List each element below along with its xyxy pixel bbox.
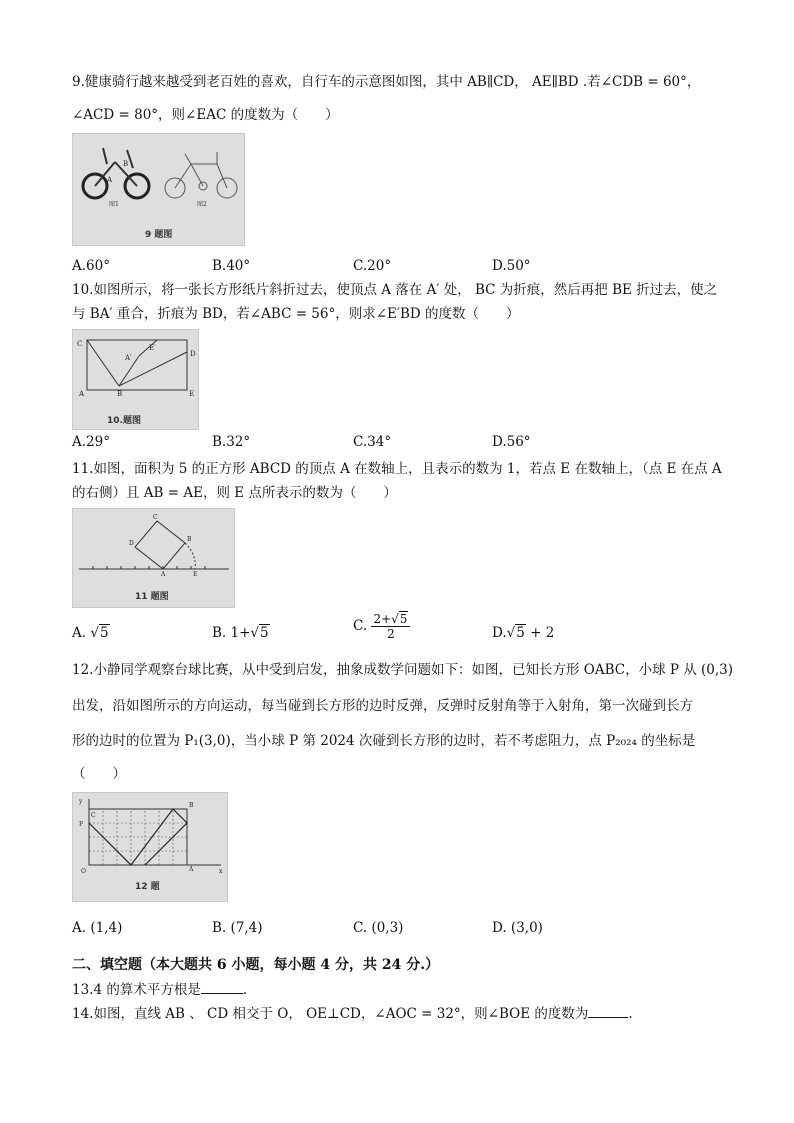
q10-option-a[interactable]: A.29° bbox=[72, 434, 110, 450]
q13-answer-blank[interactable] bbox=[201, 979, 243, 994]
square-number-line-diagram bbox=[73, 509, 234, 607]
svg-text:A: A bbox=[189, 866, 194, 873]
q12-fig-caption: 12 题 bbox=[135, 882, 160, 892]
svg-text:A: A bbox=[161, 571, 166, 578]
bicycle-diagram bbox=[73, 134, 244, 245]
svg-text:C: C bbox=[153, 514, 158, 521]
q9-option-d[interactable]: D.50° bbox=[492, 258, 531, 274]
point-label-a-prime: A′ bbox=[125, 354, 132, 362]
q12-option-c[interactable]: C. (0,3) bbox=[353, 920, 404, 936]
point-label-e: E bbox=[189, 390, 195, 398]
q11-fig-caption: 11 题图 bbox=[135, 592, 169, 602]
svg-text:y: y bbox=[79, 798, 83, 805]
fig-label-2: 图2 bbox=[197, 201, 207, 208]
svg-text:B: B bbox=[187, 536, 192, 543]
sqrt-symbol: √5 bbox=[506, 625, 525, 641]
svg-text:E: E bbox=[193, 571, 198, 578]
folded-rectangle-diagram bbox=[73, 330, 198, 429]
point-label-b: B bbox=[117, 390, 123, 398]
q11-option-b[interactable]: B. 1+√5 bbox=[212, 625, 269, 641]
q10-fig-caption: 10.题图 bbox=[107, 416, 141, 426]
point-label-e-prime: E′ bbox=[149, 344, 156, 352]
q12-option-a[interactable]: A. (1,4) bbox=[72, 920, 123, 936]
svg-text:B: B bbox=[189, 802, 194, 809]
fraction: $\frac{2+√5}{2}$ bbox=[371, 612, 410, 641]
q12-option-d[interactable]: D. (3,0) bbox=[492, 920, 543, 936]
q14-answer-blank[interactable] bbox=[588, 1003, 628, 1018]
q9-option-a[interactable]: A.60° bbox=[72, 258, 110, 274]
q11-line-1: 11.如图，面积为 5 的正方形 ABCD 的顶点 A 在数轴上，且表示的数为 1，若点 E 在数轴上，（点 E 在点 A bbox=[72, 461, 722, 477]
fig-label-1: 图1 bbox=[109, 201, 119, 208]
sqrt-symbol: √5 bbox=[90, 625, 109, 641]
q13-line: 13.4 的算术平方根是 . bbox=[72, 979, 247, 1000]
svg-text:D: D bbox=[129, 540, 134, 547]
q11-option-c[interactable]: C. $\frac{2+√5}{2}$ bbox=[353, 612, 410, 641]
q10-figure bbox=[72, 329, 199, 430]
q10-option-c[interactable]: C.34° bbox=[353, 434, 392, 450]
point-label-a: A bbox=[79, 390, 85, 398]
billiard-grid-diagram bbox=[73, 793, 227, 901]
svg-text:A: A bbox=[107, 176, 113, 184]
q11-figure bbox=[72, 508, 235, 608]
q9-option-c[interactable]: C.20° bbox=[353, 258, 392, 274]
point-label-c: C bbox=[77, 340, 83, 348]
svg-text:C: C bbox=[91, 812, 96, 819]
q10-line-2: 与 BA′ 重合，折痕为 BD，若∠ABC = 56°，则求∠E′BD 的度数（ ） bbox=[72, 306, 520, 322]
q12-line-1: 12.小静同学观察台球比赛，从中受到启发，抽象成数学问题如下：如图，已知长方形 OABC，小球 P 从 (0,3) bbox=[72, 662, 734, 678]
svg-text:O: O bbox=[81, 868, 86, 875]
section-2-title: 二、填空题（本大题共 6 小题，每小题 4 分，共 24 分.） bbox=[72, 957, 440, 973]
q12-line-4: （ ） bbox=[72, 766, 126, 782]
q9-option-b[interactable]: B.40° bbox=[212, 258, 251, 274]
q9-line-2: ∠ACD = 80°，则∠EAC 的度数为（ ） bbox=[72, 107, 339, 123]
svg-text:B: B bbox=[123, 160, 129, 168]
q11-line-2: 的右侧）且 AB = AE，则 E 点所表示的数为（ ） bbox=[72, 485, 397, 501]
sqrt-symbol: √5 bbox=[250, 625, 269, 641]
q12-line-2: 出发，沿如图所示的方向运动，每当碰到长方形的边时反弹，反弹时反射角等于入射角，第一次碰到长方 bbox=[72, 698, 693, 714]
q12-option-b[interactable]: B. (7,4) bbox=[212, 920, 263, 936]
q9-fig-caption: 9 题图 bbox=[145, 230, 173, 240]
q11-option-a[interactable]: A. √5 bbox=[72, 625, 109, 641]
q9-figure bbox=[72, 133, 245, 246]
q9-line-1: 9.健康骑行越来越受到老百姓的喜欢，自行车的示意图如图，其中 AB∥CD， AE∥BD .若∠CDB = 60°， bbox=[72, 74, 701, 90]
svg-text:P: P bbox=[79, 821, 84, 828]
q12-figure bbox=[72, 792, 228, 902]
q12-line-3: 形的边时的位置为 P₁(3,0)，当小球 P 第 2024 次碰到长方形的边时，若不考虑阻力，点 P₂₀₂₄ 的坐标是 bbox=[72, 733, 696, 749]
svg-text:x: x bbox=[219, 868, 223, 875]
q11-options bbox=[72, 612, 712, 646]
q11-option-d[interactable]: D.√5 + 2 bbox=[492, 625, 555, 641]
point-label-d: D bbox=[190, 350, 196, 358]
q10-line-1: 10.如图所示，将一张长方形纸片斜折过去，使顶点 A 落在 A′ 处， BC 为折痕，然后再把 BE 折过去，使之 bbox=[72, 282, 718, 298]
q10-option-d[interactable]: D.56° bbox=[492, 434, 531, 450]
q10-option-b[interactable]: B.32° bbox=[212, 434, 251, 450]
q14-line: 14.如图，直线 AB 、 CD 相交于 O， OE⊥CD，∠AOC = 32°，则∠BOE 的度数为 . bbox=[72, 1003, 633, 1024]
